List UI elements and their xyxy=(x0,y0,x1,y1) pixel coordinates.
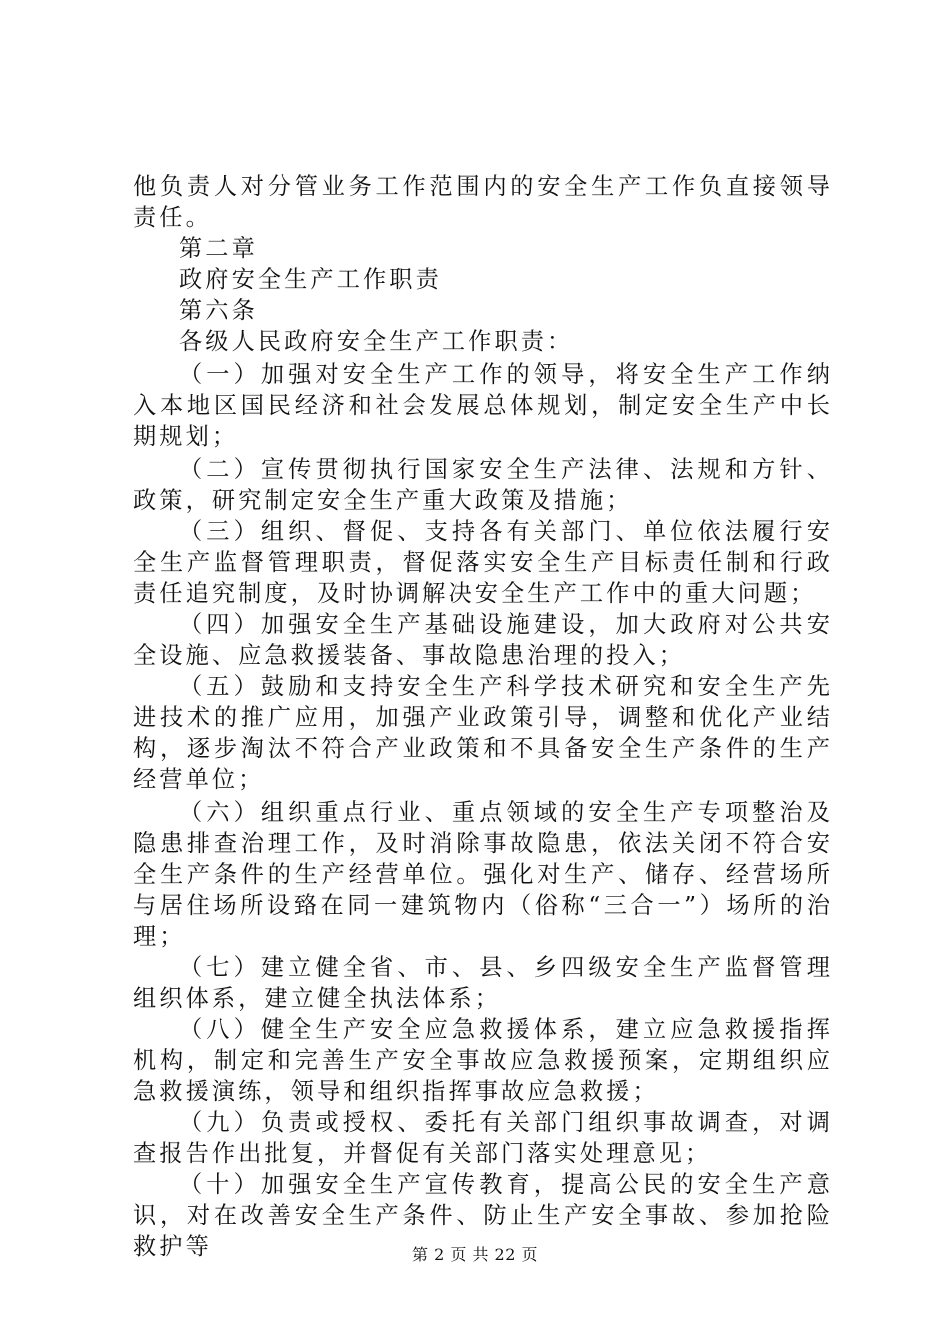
paragraph-0: 他负责人对分管业务工作范围内的安全生产工作负直接领导责任。 xyxy=(133,173,833,231)
list-item-4: （四）加强安全生产基础设施建设，加大政府对公共安全设施、应急救援装备、事故隐患治理的投入； xyxy=(133,611,833,669)
list-item-7: （七）建立健全省、市、县、乡四级安全生产监督管理组织体系，建立健全执法体系； xyxy=(133,954,833,1012)
list-item-5: （五）鼓励和支持安全生产科学技术研究和安全生产先进技术的推广应用，加强产业政策引导，调整和优化产业结构，逐步淘汰不符合产业政策和不具备安全生产条件的生产经营单位； xyxy=(133,673,833,793)
chapter-title: 政府安全生产工作职责 xyxy=(179,266,442,293)
list-item-9: （九）负责或授权、委托有关部门组织事故调查，对调查报告作出批复，并督促有关部门落实处理意见； xyxy=(133,1109,833,1167)
article-intro: 各级人民政府安全生产工作职责： xyxy=(179,328,574,355)
list-item-1: （一）加强对安全生产工作的领导，将安全生产工作纳入本地区国民经济和社会发展总体规划，制定安全生产中长期规划； xyxy=(133,361,833,450)
page-number-footer: 第 2 页 共 22 页 xyxy=(412,1245,538,1264)
article-heading: 第六条 xyxy=(179,297,258,324)
list-item-6: （六）组织重点行业、重点领域的安全生产专项整治及隐患排查治理工作，及时消除事故隐患，依法关闭不符合安全生产条件的生产经营单位。强化对生产、储存、经营场所与居住场所设臵在同一建筑物内（俗称“三合一”）场所的治理； xyxy=(133,799,833,950)
list-item-3: （三）组织、督促、支持各有关部门、单位依法履行安全生产监督管理职责，督促落实安全生产目标责任制和行政责任追究制度，及时协调解决安全生产工作中的重大问题； xyxy=(133,518,833,607)
list-item-10: （十）加强安全生产宣传教育，提高公民的安全生产意识，对在改善安全生产条件、防止生产安全事故、参加抢险救护等 xyxy=(133,1171,833,1260)
list-item-8: （八）健全生产安全应急救援体系，建立应急救援指挥机构，制定和完善生产安全事故应急救援预案，定期组织应急救援演练，领导和组织指挥事故应急救援； xyxy=(133,1016,833,1105)
document-body xyxy=(133,171,833,1262)
chapter-heading: 第二章 xyxy=(179,235,258,262)
list-item-2: （二）宣传贯彻执行国家安全生产法律、法规和方针、政策，研究制定安全生产重大政策及措施； xyxy=(133,456,833,514)
